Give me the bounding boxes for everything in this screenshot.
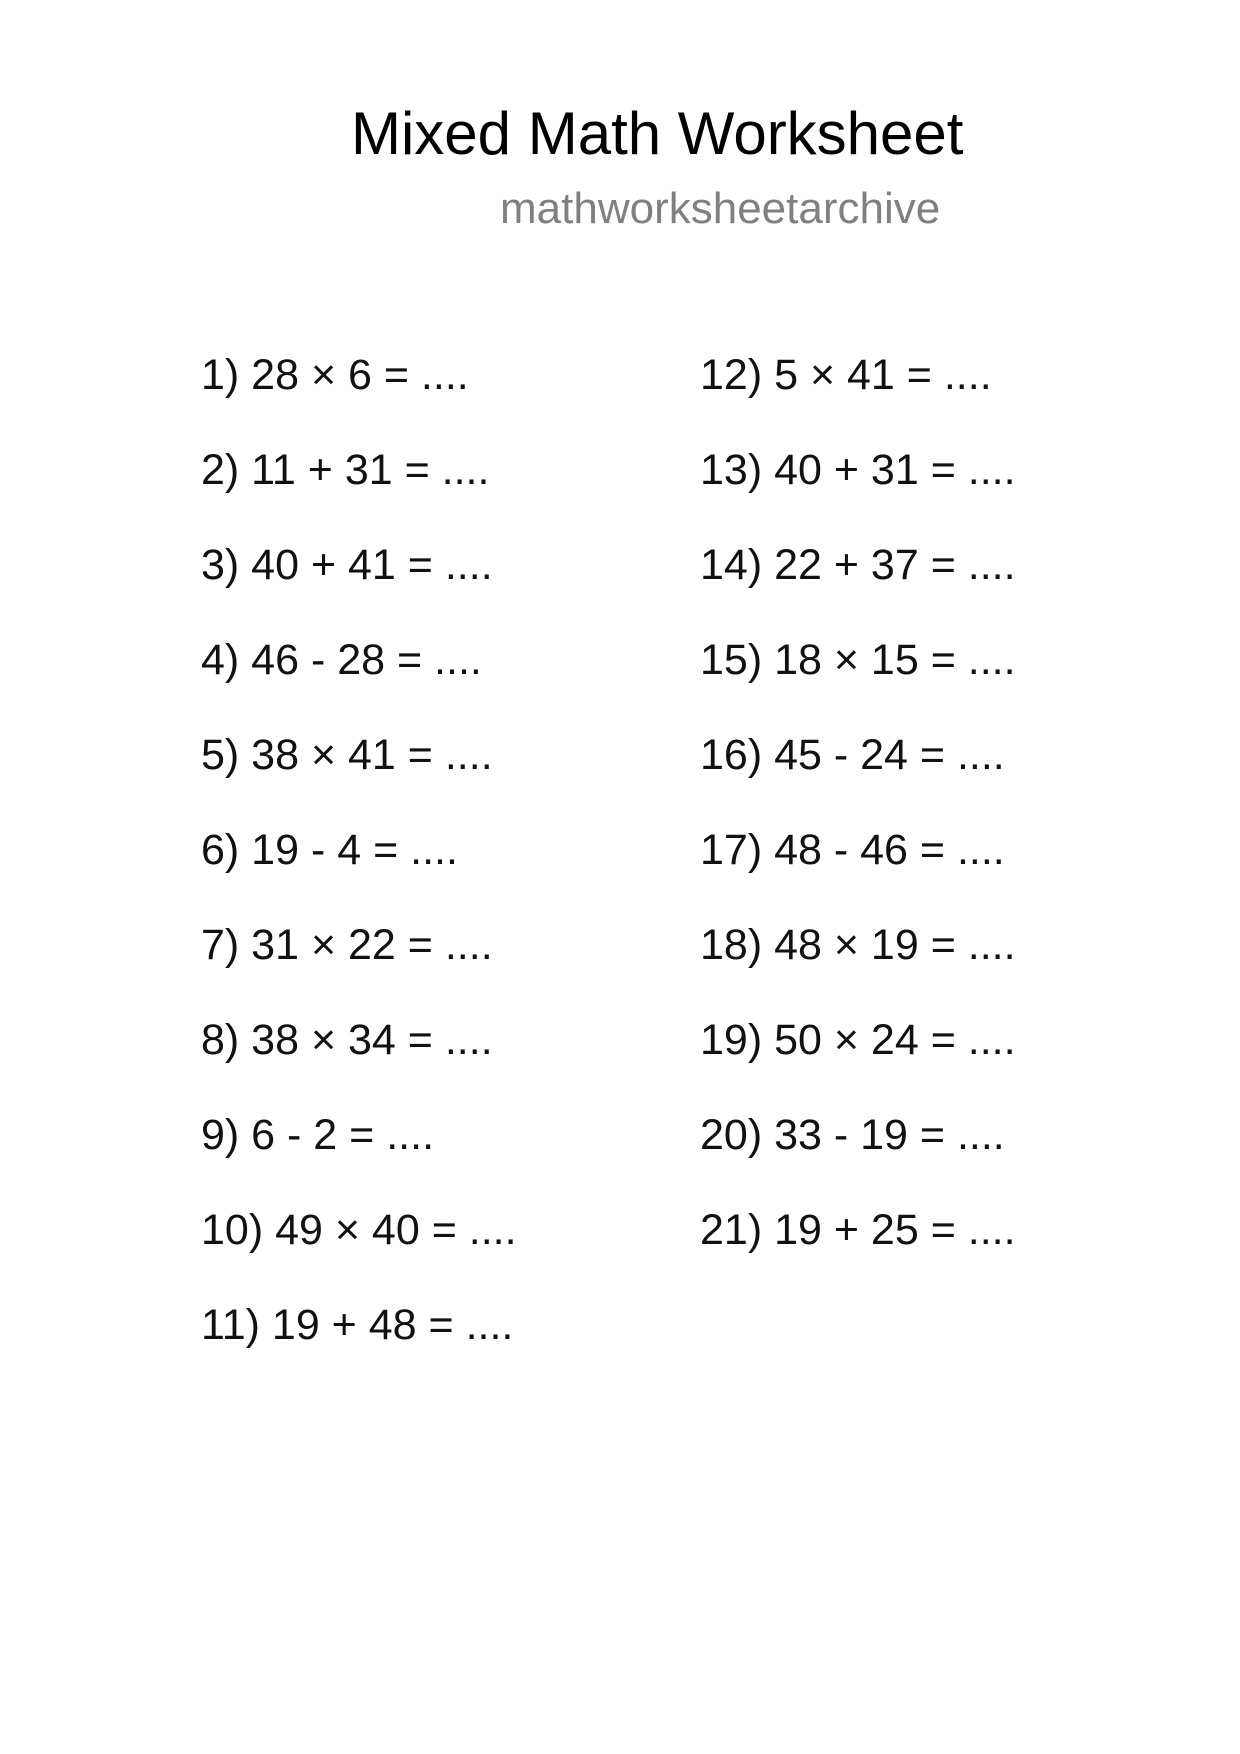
problem-8: 8) 38 × 34 = .... xyxy=(201,1016,493,1064)
problem-13: 13) 40 + 31 = .... xyxy=(700,446,1016,494)
problem-5: 5) 38 × 41 = .... xyxy=(201,731,493,779)
problem-4: 4) 46 - 28 = .... xyxy=(201,636,482,684)
problem-21: 21) 19 + 25 = .... xyxy=(700,1206,1016,1254)
problem-16: 16) 45 - 24 = .... xyxy=(700,731,1005,779)
problem-18: 18) 48 × 19 = .... xyxy=(700,921,1016,969)
page-title: Mixed Math Worksheet xyxy=(351,100,964,167)
problem-3: 3) 40 + 41 = .... xyxy=(201,541,493,589)
problem-12: 12) 5 × 41 = .... xyxy=(700,351,992,399)
problem-15: 15) 18 × 15 = .... xyxy=(700,636,1016,684)
problem-10: 10) 49 × 40 = .... xyxy=(201,1206,517,1254)
problem-20: 20) 33 - 19 = .... xyxy=(700,1111,1005,1159)
problem-17: 17) 48 - 46 = .... xyxy=(700,826,1005,874)
problem-9: 9) 6 - 2 = .... xyxy=(201,1111,435,1159)
problem-11: 11) 19 + 48 = .... xyxy=(201,1301,514,1349)
problem-6: 6) 19 - 4 = .... xyxy=(201,826,458,874)
problem-14: 14) 22 + 37 = .... xyxy=(700,541,1016,589)
source-watermark: mathworksheetarchive xyxy=(500,184,941,233)
problem-1: 1) 28 × 6 = .... xyxy=(201,351,469,399)
problem-2: 2) 11 + 31 = .... xyxy=(201,446,490,494)
problem-19: 19) 50 × 24 = .... xyxy=(700,1016,1016,1064)
problem-7: 7) 31 × 22 = .... xyxy=(201,921,493,969)
